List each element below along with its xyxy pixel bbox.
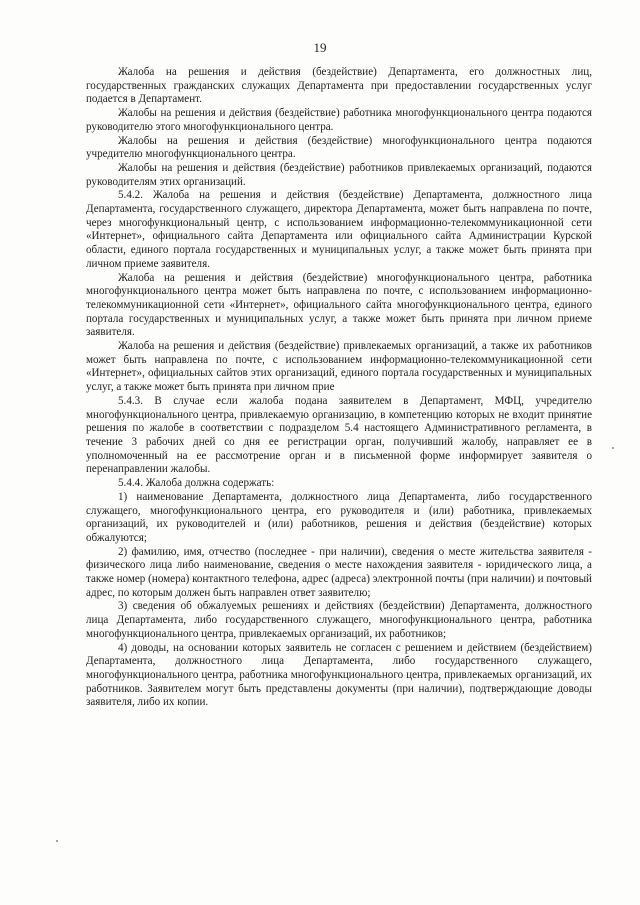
paragraph-complaint-mfc: Жалобы на решения и действия (бездействие) многофункционального центра подаются учредителю многофункционального центра. (86, 134, 592, 161)
list-item-3: 3) сведения об обжалуемых решениях и действиях (бездействии) Департамента, должностного лица Департамента, либо государственного служащего, многофункционального центра, работника многофункционального центра, привлекаемых организаций, их работников; (86, 600, 592, 640)
paragraph-complaint-organizations-channels: Жалоба на решения и действия (бездействие) привлекаемых организаций, а также их работников может быть направлена по почте, с использованием информационно-телекоммуникационной сети «Интернет», официальных сайтов этих организаций, единого портала государственных и муниципальных услуг, а также может быть принята при личном прие (86, 340, 592, 394)
paragraph-5-4-4: 5.4.4. Жалоба должна содержать: (118, 477, 275, 490)
paragraph-5-4-2: 5.4.2. Жалоба на решения и действия (бездействие) Департамента, должностного лица Департамента, государственного служащего, директора Департамента, может быть направлена по почте, через многофункциональный центр, с использованием информационно-телекоммуникационной сети «Интернет», официального сайта Департамента или официального сайта Администрации Курской области, единого портала государственных и муниципальных услуг, а также может быть принята при личном приеме заявителя. (86, 189, 592, 270)
list-item-2: 2) фамилию, имя, отчество (последнее - при наличии), сведения о месте жительства заявителя - физического лица либо наименование, сведения о месте нахождения заявителя - юридического лица, а также номер (номера) контактного телефона, адрес (адреса) электронной почты (при наличии) и почтовый адрес, по которым должен быть направлен ответ заявителю; (86, 545, 592, 599)
scan-speck (612, 447, 614, 449)
page-number: 19 (313, 40, 327, 55)
document-body (86, 66, 592, 710)
paragraph-5-4-3: 5.4.3. В случае если жалоба подана заявителем в Департамент, МФЦ, учредителю многофункционального центра, привлекаемую организацию, в компетенцию которых не входит принятие решения по жалобе в соответствии с подразделом 5.4 настоящего Административного регламента, в течение 3 рабочих дней со дня ее регистрации орган, получивший жалобу, направляет ее в уполномоченный на ее рассмотрение орган и в письменной форме информирует заявителя о перенаправлении жалобы. (86, 394, 592, 476)
list-item-1: 1) наименование Департамента, должностного лица Департамента, либо государственного служащего, многофункционального центра, его руководителя и (или) работника, привлекаемых организаций, их руководителей и (или) работников, решения и действия (бездействие) которых обжалуются; (86, 490, 592, 544)
list-item-4: 4) доводы, на основании которых заявитель не согласен с решением и действием (бездействием) Департамента, должностного лица Департамента, либо государственного служащего, многофункционального центра, работника многофункционального центра, привлекаемых организаций, их работников. Заявителем могут быть представлены документы (при наличии), подтверждающие доводы заявителя, либо их копии. (86, 641, 592, 709)
scan-speck (56, 840, 58, 842)
paragraph-complaint-department: Жалоба на решения и действия (бездействие) Департамента, его должностных лиц, государственных гражданских служащих Департамента при предоставлении государственных услуг подается в Департамент. (86, 66, 592, 106)
paragraph-complaint-organizations: Жалобы на решения и действия (бездействие) работников привлекаемых организаций, подаются руководителям этих организаций. (86, 161, 592, 188)
paragraph-complaint-mfc-channels: Жалоба на решения и действия (бездействие) многофункционального центра, работника многофункционального центра может быть направлена по почте, с использованием информационно-телекоммуникационной сети «Интернет», официального сайта многофункционального центра, единого портала государственных и муниципальных услуг, а также может быть принята при личном приеме заявителя. (86, 271, 592, 339)
paragraph-complaint-mfc-worker: Жалобы на решения и действия (бездействие) работника многофункционального центра подаются руководителю этого многофункционального центра. (86, 107, 592, 133)
